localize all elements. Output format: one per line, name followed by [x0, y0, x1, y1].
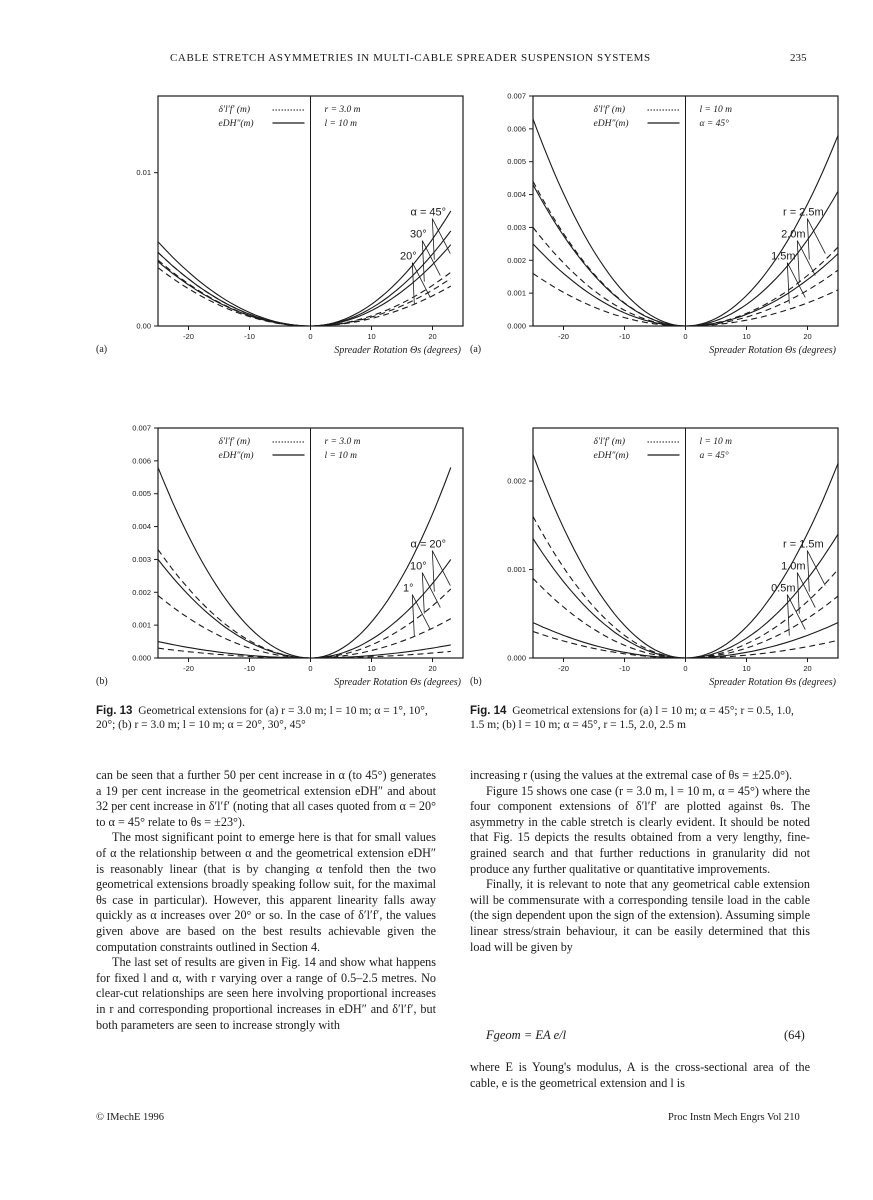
paragraph: increasing r (using the values at the extremal case of θs = ±25.0°). — [470, 768, 793, 782]
x-tick-label: -10 — [244, 332, 255, 341]
figure-13-caption-label: Fig. 13 — [96, 705, 133, 717]
figure-13a — [118, 90, 469, 360]
y-tick-label: 0.002 — [507, 255, 526, 265]
x-axis-label: Spreader Rotation Θs (degrees) — [334, 345, 461, 356]
figure-13a-label: (a) — [96, 344, 108, 355]
figure-14-caption — [470, 704, 810, 732]
figure-14-caption-label: Fig. 14 — [470, 705, 507, 717]
annotation-leader — [807, 551, 809, 592]
y-tick-label: 0.000 — [507, 321, 526, 331]
copyright-footer: © IMechE 1996 — [96, 1112, 165, 1123]
y-tick-label: 0.002 — [507, 476, 526, 486]
figure-14b-label: (b) — [470, 676, 482, 687]
curve-annotation: 20° — [399, 250, 417, 263]
y-tick-label: 0.003 — [132, 554, 151, 564]
figure-13b — [118, 422, 469, 692]
x-tick-label: -20 — [558, 664, 569, 673]
param-1: l = 10 m — [699, 437, 733, 447]
param-1: r = 3.0 m — [324, 105, 361, 115]
curve-annotation: 10° — [409, 560, 427, 573]
y-tick-label: 0.00 — [136, 321, 151, 331]
x-tick-label: 0 — [308, 664, 313, 673]
curve-annotation: r = 2.5m — [782, 206, 824, 219]
x-tick-label: -10 — [619, 332, 630, 341]
legend-e: eDH″(m) — [218, 119, 254, 129]
right-text-column — [470, 768, 810, 955]
param-2: l = 10 m — [324, 119, 358, 129]
annotation-leader — [432, 551, 434, 592]
legend-e: eDH″(m) — [593, 451, 629, 461]
series-e-line-0 — [158, 467, 451, 658]
curve-annotation: α = 45° — [410, 206, 447, 219]
annotation-leader — [797, 241, 815, 276]
param-2: α = 45° — [699, 119, 729, 129]
figure-14-caption-text: Geometrical extensions for (a) l = 10 m; α = 45°; r = 0.5, 1.0, 1.5 m; (b) l = 10 m; α = 45°, r = 1.5, 2.0, 2.5 m — [470, 705, 794, 731]
annotation-leader — [787, 595, 805, 630]
legend-delta: δ′l′f′ (m) — [593, 437, 625, 447]
y-tick-label: 0.001 — [507, 565, 526, 575]
x-tick-label: 0 — [683, 664, 688, 673]
y-tick-label: 0.005 — [507, 157, 526, 167]
param-1: r = 3.0 m — [324, 437, 361, 447]
annotation-leader — [422, 241, 440, 276]
right-text-column-continued — [470, 1060, 810, 1091]
equation-rhs: = EA e/l — [523, 1028, 567, 1042]
y-tick-label: 0.003 — [507, 222, 526, 232]
y-tick-label: 0.01 — [136, 168, 151, 178]
paragraph: Finally, it is relevant to note that any geometrical cable extension will be commensurate with a corresponding tensile load in the cable (the sign dependent upon the sign of the extension). Assuming simple linear stress/strain behaviour, it can be easily determined that this load will be given by — [470, 877, 810, 954]
chart-fig14b — [493, 422, 844, 692]
annotation-leader — [422, 241, 424, 282]
y-tick-label: 0.006 — [507, 124, 526, 134]
figure-14a-label: (a) — [470, 344, 482, 355]
y-tick-label: 0.002 — [132, 587, 151, 597]
legend-e: eDH″(m) — [593, 119, 629, 129]
figure-14a — [493, 90, 844, 360]
y-tick-label: 0.001 — [132, 620, 151, 630]
annotation-leader — [412, 595, 414, 636]
y-tick-label: 0.004 — [132, 522, 151, 532]
x-tick-label: 0 — [308, 332, 313, 341]
paragraph: The last set of results are given in Fig. 14 and show what happens for fixed l and α, with r varying over a range of 0.5–2.5 metres. No clear-cut relationships are seen here involving proportional increases in r and corresponding proportional increases in eDH″ and δ′l′f′, but both parameters are seen to increase strongly with — [96, 955, 436, 1032]
paragraph: can be seen that a further 50 per cent increase in α (to 45°) generates a 19 per cent increase in the geometrical extension eDH″ and about 32 per cent increase in δ′l′f′ (noting that all cases quoted from α = 20° to α = 45° relate to θs = ±23°). — [96, 768, 436, 829]
annotation-leader — [797, 573, 799, 614]
figure-13-caption-text: Geometrical extensions for (a) r = 3.0 m; l = 10 m; α = 1°, 10°, 20°; (b) r = 3.0 m; l = 10 m; α = 20°, 30°, 45° — [96, 705, 428, 731]
x-tick-label: 10 — [367, 664, 376, 673]
x-tick-label: 20 — [428, 664, 437, 673]
param-2: l = 10 m — [324, 451, 358, 461]
x-tick-label: -20 — [183, 332, 194, 341]
paragraph: The most significant point to emerge here is that for small values of α the relationship between α and the geometrical extension eDH″ is reasonably linear (that is by changing α tenfold then the two geometrical extensions broadly speaking follow suit, for the maximal θs case in particular). However, this apparent linearity falls away quickly as α increases over 20° or so. In the case of δ′l′f′, the values given above are based on the best results achievable given the computation constraints outlined in Section 4. — [96, 830, 436, 954]
legend-delta: δ′l′f′ (m) — [218, 437, 250, 447]
y-tick-label: 0.000 — [507, 653, 526, 663]
chart-fig14a — [493, 90, 844, 360]
series-e-line-2 — [158, 642, 451, 658]
x-tick-label: -20 — [183, 664, 194, 673]
legend-delta: δ′l′f′ (m) — [593, 105, 625, 115]
series-e-line-0 — [158, 211, 451, 326]
x-axis-label: Spreader Rotation Θs (degrees) — [709, 677, 836, 688]
x-tick-label: -10 — [244, 664, 255, 673]
param-1: l = 10 m — [699, 105, 733, 115]
chart-fig13a — [118, 90, 469, 360]
y-tick-label: 0.004 — [507, 190, 526, 200]
running-title: CABLE STRETCH ASYMMETRIES IN MULTI-CABLE SPREADER SUSPENSION SYSTEMS — [170, 52, 651, 64]
series-delta-line-2 — [158, 268, 451, 326]
journal-footer: Proc Instn Mech Engrs Vol 210 — [668, 1112, 800, 1123]
equation-number: (64) — [784, 1028, 805, 1042]
series-delta-line-0 — [158, 550, 451, 658]
running-header — [0, 52, 873, 70]
x-tick-label: 10 — [367, 332, 376, 341]
x-tick-label: -10 — [619, 664, 630, 673]
x-tick-label: 0 — [683, 332, 688, 341]
y-tick-label: 0.006 — [132, 456, 151, 466]
series-e-line-1 — [158, 559, 451, 658]
chart-fig13b — [118, 422, 469, 692]
y-tick-label: 0.000 — [132, 653, 151, 663]
annotation-leader — [787, 263, 789, 304]
curve-annotation: 1° — [403, 582, 414, 595]
y-tick-label: 0.005 — [132, 489, 151, 499]
series-delta-line-1 — [158, 596, 451, 658]
curve-annotation: r = 1.5m — [782, 538, 824, 551]
figure-13b-label: (b) — [96, 676, 108, 687]
y-tick-label: 0.001 — [507, 288, 526, 298]
param-2: a = 45° — [699, 451, 729, 461]
x-tick-label: 10 — [742, 332, 751, 341]
x-tick-label: 20 — [803, 332, 812, 341]
equation-64 — [486, 1028, 566, 1043]
x-axis-label: Spreader Rotation Θs (degrees) — [709, 345, 836, 356]
paragraph: Figure 15 shows one case (r = 3.0 m, l = 10 m, α = 45°) where the four component extensions of δ′l′f′ are plotted against θs. The asymmetry in the cable stretch is clearly evident. It should be noted that Fig. 15 depicts the results obtained from a very lengthy, fine-grained search and that further reductions in granularity did not produce any further qualitative or quantitative improvements. — [470, 783, 810, 876]
series-e-line-1 — [158, 228, 451, 326]
legend-delta: δ′l′f′ (m) — [218, 105, 250, 115]
left-text-column — [96, 768, 436, 1033]
equation-lhs: Fgeom — [486, 1028, 521, 1042]
paragraph: where E is Young's modulus, A is the cross-sectional area of the cable, e is the geometrical extension and l is — [470, 1060, 810, 1090]
x-tick-label: 20 — [803, 664, 812, 673]
annotation-leader — [412, 595, 430, 630]
annotation-leader — [797, 241, 799, 282]
curve-annotation: 30° — [409, 228, 427, 241]
curve-annotation: 2.0m — [781, 228, 806, 241]
legend-e: eDH″(m) — [218, 451, 254, 461]
figure-13-caption — [96, 704, 436, 732]
page-number: 235 — [790, 52, 807, 64]
annotation-leader — [807, 551, 825, 586]
curve-annotation: 1.5m — [771, 250, 796, 263]
x-tick-label: 20 — [428, 332, 437, 341]
x-tick-label: 10 — [742, 664, 751, 673]
curve-annotation: 1.0m — [781, 560, 806, 573]
y-tick-label: 0.007 — [132, 423, 151, 433]
y-tick-label: 0.007 — [507, 91, 526, 101]
x-tick-label: -20 — [558, 332, 569, 341]
figure-14b — [493, 422, 844, 692]
curve-annotation: α = 20° — [410, 538, 447, 551]
curve-annotation: 0.5m — [771, 582, 796, 595]
x-axis-label: Spreader Rotation Θs (degrees) — [334, 677, 461, 688]
